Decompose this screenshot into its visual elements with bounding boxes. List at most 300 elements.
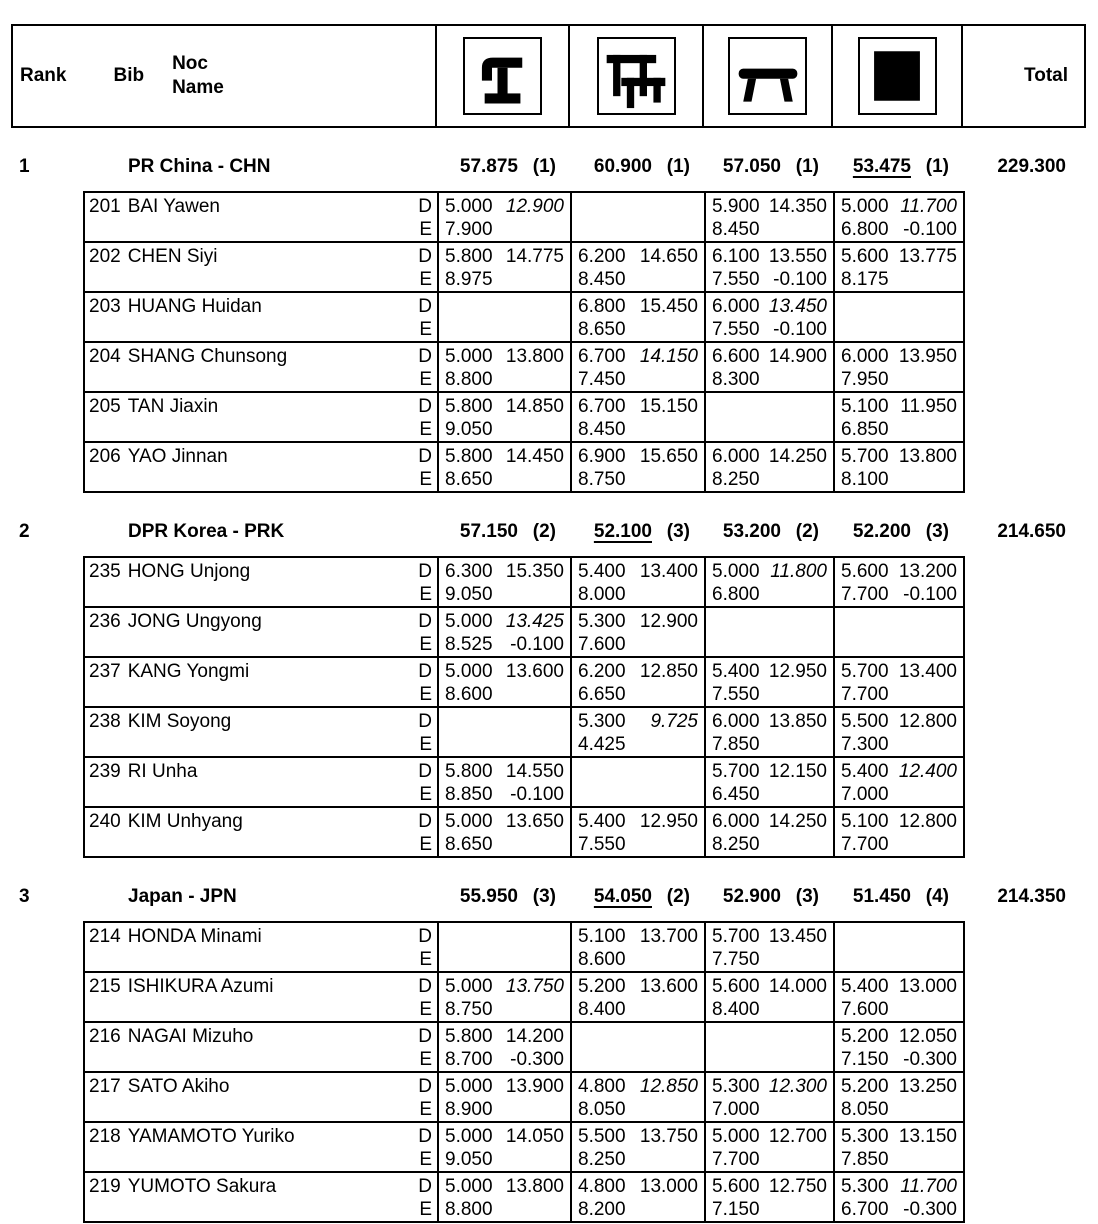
team-floor-total bbox=[833, 520, 963, 543]
athlete-row bbox=[84, 607, 964, 657]
vault-score-cell bbox=[438, 1172, 571, 1222]
d-score: 5.900 bbox=[712, 196, 760, 217]
final-score: 13.650 bbox=[505, 811, 564, 832]
e-score: 7.700 bbox=[841, 684, 889, 705]
vault-score-cell bbox=[438, 607, 571, 657]
final-score: 14.775 bbox=[505, 246, 564, 267]
score-rank: (1) bbox=[795, 156, 819, 177]
score-rank: (2) bbox=[532, 521, 556, 542]
uneven-bars-empty-cell bbox=[571, 192, 705, 242]
final-score: 13.800 bbox=[505, 346, 564, 367]
athlete-row bbox=[84, 1122, 964, 1172]
team-uneven-bars-total bbox=[570, 520, 704, 543]
floor-score-cell bbox=[834, 442, 964, 492]
final-score: 11.800 bbox=[770, 561, 827, 582]
final-score: 13.950 bbox=[898, 346, 957, 367]
e-score: 8.800 bbox=[445, 369, 493, 390]
final-score: 13.000 bbox=[639, 1176, 698, 1197]
final-score: 14.250 bbox=[768, 446, 827, 467]
final-score: 14.350 bbox=[768, 196, 827, 217]
final-score: 12.750 bbox=[768, 1176, 827, 1197]
uneven-bars-empty-cell bbox=[571, 1022, 705, 1072]
e-label: E bbox=[419, 634, 432, 655]
team-section bbox=[11, 520, 1086, 858]
final-score: 13.775 bbox=[898, 246, 957, 267]
e-label: E bbox=[419, 584, 432, 605]
e-label: E bbox=[419, 949, 432, 970]
athlete-cell bbox=[84, 757, 438, 807]
e-score: 8.050 bbox=[578, 1099, 626, 1120]
final-score: 13.700 bbox=[639, 926, 698, 947]
vault-score-cell bbox=[438, 757, 571, 807]
final-score: 13.400 bbox=[898, 661, 957, 682]
team-uneven-bars-total bbox=[570, 155, 704, 178]
uneven-bars-score-cell bbox=[571, 557, 705, 607]
uneven-bars-column-header bbox=[570, 26, 704, 126]
e-label: E bbox=[419, 999, 432, 1020]
team-vault-total bbox=[437, 155, 570, 178]
e-score: 8.750 bbox=[578, 469, 626, 490]
athlete-name: ISHIKURA Azumi bbox=[127, 976, 274, 997]
e-score: 6.700 bbox=[841, 1199, 889, 1220]
e-label: E bbox=[419, 1199, 432, 1220]
d-score: 6.000 bbox=[712, 296, 760, 317]
athlete-bib: 204 bbox=[89, 346, 121, 367]
athlete-row bbox=[84, 807, 964, 857]
e-score: 7.750 bbox=[712, 949, 760, 970]
e-score: 7.000 bbox=[712, 1099, 760, 1120]
penalty: -0.300 bbox=[903, 1199, 957, 1220]
final-score: 11.700 bbox=[900, 196, 957, 217]
balance-beam-icon bbox=[728, 37, 807, 115]
penalty: -0.100 bbox=[773, 269, 827, 290]
d-score: 5.600 bbox=[712, 1176, 760, 1197]
balance-beam-score-cell bbox=[705, 1072, 834, 1122]
final-score: 12.850 bbox=[639, 1076, 698, 1097]
final-score: 15.450 bbox=[639, 296, 698, 317]
athlete-name: YAO Jinnan bbox=[127, 446, 228, 467]
athlete-bib: 202 bbox=[89, 246, 121, 267]
final-score: 13.000 bbox=[898, 976, 957, 997]
d-label: D bbox=[418, 446, 432, 467]
e-score: 6.800 bbox=[841, 219, 889, 240]
athlete-bib: 215 bbox=[89, 976, 121, 997]
team-name: Japan - JPN bbox=[128, 886, 237, 907]
team-rank: 2 bbox=[19, 521, 30, 542]
final-score: 13.450 bbox=[768, 926, 827, 947]
uneven-bars-score-cell bbox=[571, 657, 705, 707]
team-total: 214.650 bbox=[997, 521, 1066, 542]
header-left bbox=[13, 26, 437, 126]
team-header-row bbox=[11, 155, 1086, 178]
vault-empty-cell bbox=[438, 707, 571, 757]
d-label: D bbox=[418, 761, 432, 782]
e-score: 8.650 bbox=[445, 834, 493, 855]
uneven-bars-score-cell bbox=[571, 342, 705, 392]
floor-score-cell bbox=[834, 192, 964, 242]
e-score: 8.600 bbox=[445, 684, 493, 705]
name-label: Name bbox=[172, 77, 224, 98]
d-score: 5.700 bbox=[841, 446, 889, 467]
table-header bbox=[11, 24, 1086, 128]
final-score: 13.400 bbox=[639, 561, 698, 582]
team-header-row bbox=[11, 520, 1086, 543]
d-score: 5.800 bbox=[445, 761, 493, 782]
d-label: D bbox=[418, 296, 432, 317]
final-score: 14.150 bbox=[639, 346, 698, 367]
score-value: 53.475 bbox=[852, 156, 911, 177]
athlete-cell bbox=[84, 972, 438, 1022]
d-score: 5.600 bbox=[841, 561, 889, 582]
score-value: 54.050 bbox=[593, 886, 652, 907]
athlete-cell bbox=[84, 242, 438, 292]
final-score: 13.425 bbox=[505, 611, 564, 632]
d-score: 6.700 bbox=[578, 346, 626, 367]
d-score: 4.800 bbox=[578, 1176, 626, 1197]
e-score: 8.900 bbox=[445, 1099, 493, 1120]
athlete-bib: 236 bbox=[89, 611, 121, 632]
athlete-bib: 240 bbox=[89, 811, 121, 832]
final-score: 13.800 bbox=[898, 446, 957, 467]
d-score: 5.800 bbox=[445, 1026, 493, 1047]
d-score: 5.000 bbox=[445, 346, 493, 367]
e-score: 7.600 bbox=[578, 634, 626, 655]
d-score: 5.300 bbox=[712, 1076, 760, 1097]
balance-beam-score-cell bbox=[705, 657, 834, 707]
d-score: 6.200 bbox=[578, 246, 626, 267]
score-value: 52.200 bbox=[852, 521, 911, 542]
final-score: 14.000 bbox=[768, 976, 827, 997]
e-score: 6.450 bbox=[712, 784, 760, 805]
score-rank: (3) bbox=[666, 521, 690, 542]
e-label: E bbox=[419, 469, 432, 490]
athlete-cell bbox=[84, 657, 438, 707]
balance-beam-score-cell bbox=[705, 707, 834, 757]
d-score: 5.500 bbox=[578, 1126, 626, 1147]
bib-column-header: Bib bbox=[113, 65, 145, 86]
d-score: 5.700 bbox=[712, 761, 760, 782]
final-score: 15.650 bbox=[639, 446, 698, 467]
athlete-name: BAI Yawen bbox=[127, 196, 220, 217]
e-score: 8.975 bbox=[445, 269, 493, 290]
floor-score-cell bbox=[834, 1022, 964, 1072]
final-score: 15.350 bbox=[505, 561, 564, 582]
team-section bbox=[11, 885, 1086, 1223]
athlete-row bbox=[84, 1172, 964, 1222]
e-score: 7.900 bbox=[445, 219, 493, 240]
team-name: DPR Korea - PRK bbox=[128, 521, 285, 542]
balance-beam-score-cell bbox=[705, 972, 834, 1022]
e-score: 8.250 bbox=[712, 469, 760, 490]
score-rank: (3) bbox=[532, 886, 556, 907]
score-rank: (1) bbox=[532, 156, 556, 177]
final-score: 14.200 bbox=[505, 1026, 564, 1047]
vault-score-cell bbox=[438, 342, 571, 392]
athlete-cell bbox=[84, 1122, 438, 1172]
d-score: 5.700 bbox=[841, 661, 889, 682]
uneven-bars-score-cell bbox=[571, 292, 705, 342]
team-floor-total bbox=[833, 155, 963, 178]
athlete-bib: 203 bbox=[89, 296, 121, 317]
final-score: 13.850 bbox=[768, 711, 827, 732]
athlete-cell bbox=[84, 557, 438, 607]
athlete-name: YUMOTO Sakura bbox=[127, 1176, 277, 1197]
d-score: 5.300 bbox=[578, 611, 626, 632]
final-score: 13.800 bbox=[505, 1176, 564, 1197]
d-label: D bbox=[418, 396, 432, 417]
d-label: D bbox=[418, 976, 432, 997]
vault-score-cell bbox=[438, 657, 571, 707]
balance-beam-score-cell bbox=[705, 1122, 834, 1172]
team-vault-total bbox=[437, 520, 570, 543]
final-score: 12.800 bbox=[898, 811, 957, 832]
d-score: 5.200 bbox=[578, 976, 626, 997]
athlete-row bbox=[84, 972, 964, 1022]
d-score: 5.000 bbox=[712, 1126, 760, 1147]
score-rank: (1) bbox=[925, 156, 949, 177]
athlete-bib: 238 bbox=[89, 711, 121, 732]
vault-score-cell bbox=[438, 442, 571, 492]
athlete-row bbox=[84, 657, 964, 707]
balance-beam-empty-cell bbox=[705, 392, 834, 442]
d-score: 5.100 bbox=[841, 396, 889, 417]
team-name: PR China - CHN bbox=[128, 156, 271, 177]
e-score: 8.650 bbox=[578, 319, 626, 340]
team-rank: 3 bbox=[19, 886, 30, 907]
uneven-bars-score-cell bbox=[571, 707, 705, 757]
balance-beam-empty-cell bbox=[705, 1022, 834, 1072]
score-value: 57.050 bbox=[722, 156, 781, 177]
vault-score-cell bbox=[438, 242, 571, 292]
e-score: 8.450 bbox=[578, 269, 626, 290]
e-score: 7.950 bbox=[841, 369, 889, 390]
athlete-cell bbox=[84, 607, 438, 657]
final-score: 15.150 bbox=[639, 396, 698, 417]
final-score: 13.450 bbox=[768, 296, 827, 317]
vault-score-cell bbox=[438, 972, 571, 1022]
athlete-cell bbox=[84, 292, 438, 342]
d-score: 5.400 bbox=[841, 761, 889, 782]
floor-score-cell bbox=[834, 392, 964, 442]
final-score: 9.725 bbox=[650, 711, 698, 732]
uneven-bars-score-cell bbox=[571, 392, 705, 442]
final-score: 14.250 bbox=[768, 811, 827, 832]
floor-score-cell bbox=[834, 1072, 964, 1122]
rank-column-header: Rank bbox=[20, 65, 67, 86]
penalty: -0.300 bbox=[510, 1049, 564, 1070]
athlete-row bbox=[84, 557, 964, 607]
e-score: 7.700 bbox=[841, 584, 889, 605]
e-score: 8.175 bbox=[841, 269, 889, 290]
balance-beam-empty-cell bbox=[705, 607, 834, 657]
balance-beam-score-cell bbox=[705, 192, 834, 242]
team-total: 214.350 bbox=[997, 886, 1066, 907]
d-score: 5.000 bbox=[445, 1176, 493, 1197]
team-total: 229.300 bbox=[997, 156, 1066, 177]
e-score: 7.550 bbox=[712, 269, 760, 290]
score-value: 57.875 bbox=[459, 156, 518, 177]
noc-label: Noc bbox=[172, 53, 208, 74]
e-score: 8.525 bbox=[445, 634, 493, 655]
e-label: E bbox=[419, 1149, 432, 1170]
athlete-bib: 217 bbox=[89, 1076, 121, 1097]
e-label: E bbox=[419, 419, 432, 440]
score-value: 52.900 bbox=[722, 886, 781, 907]
final-score: 14.450 bbox=[505, 446, 564, 467]
d-label: D bbox=[418, 346, 432, 367]
e-label: E bbox=[419, 784, 432, 805]
e-label: E bbox=[419, 319, 432, 340]
e-score: 7.600 bbox=[841, 999, 889, 1020]
final-score: 13.600 bbox=[639, 976, 698, 997]
e-score: 8.100 bbox=[841, 469, 889, 490]
balance-beam-score-cell bbox=[705, 922, 834, 972]
final-score: 13.900 bbox=[505, 1076, 564, 1097]
d-score: 5.000 bbox=[445, 976, 493, 997]
e-score: 7.850 bbox=[841, 1149, 889, 1170]
score-value: 51.450 bbox=[852, 886, 911, 907]
athlete-cell bbox=[84, 807, 438, 857]
e-score: 7.150 bbox=[841, 1049, 889, 1070]
final-score: 13.750 bbox=[639, 1126, 698, 1147]
team-floor-total bbox=[833, 885, 963, 908]
e-label: E bbox=[419, 734, 432, 755]
final-score: 13.600 bbox=[505, 661, 564, 682]
d-score: 5.400 bbox=[841, 976, 889, 997]
final-score: 12.850 bbox=[639, 661, 698, 682]
e-score: 7.700 bbox=[712, 1149, 760, 1170]
vault-score-cell bbox=[438, 1122, 571, 1172]
e-score: 9.050 bbox=[445, 584, 493, 605]
e-score: 9.050 bbox=[445, 1149, 493, 1170]
final-score: 13.750 bbox=[505, 976, 564, 997]
e-score: 9.050 bbox=[445, 419, 493, 440]
d-score: 5.000 bbox=[445, 1076, 493, 1097]
balance-beam-score-cell bbox=[705, 292, 834, 342]
athlete-bib: 237 bbox=[89, 661, 121, 682]
d-score: 6.800 bbox=[578, 296, 626, 317]
final-score: 11.950 bbox=[900, 396, 957, 417]
d-score: 6.700 bbox=[578, 396, 626, 417]
athlete-cell bbox=[84, 392, 438, 442]
athlete-row bbox=[84, 1022, 964, 1072]
athletes-table bbox=[83, 921, 965, 1223]
e-score: 6.650 bbox=[578, 684, 626, 705]
penalty: -0.300 bbox=[903, 1049, 957, 1070]
e-score: 7.300 bbox=[841, 734, 889, 755]
athlete-row bbox=[84, 442, 964, 492]
athlete-name: JONG Ungyong bbox=[127, 611, 262, 632]
floor-score-cell bbox=[834, 707, 964, 757]
final-score: 14.550 bbox=[505, 761, 564, 782]
athlete-bib: 205 bbox=[89, 396, 121, 417]
e-label: E bbox=[419, 1049, 432, 1070]
d-label: D bbox=[418, 1076, 432, 1097]
d-score: 4.800 bbox=[578, 1076, 626, 1097]
athlete-cell bbox=[84, 707, 438, 757]
e-score: 8.600 bbox=[578, 949, 626, 970]
penalty: -0.100 bbox=[773, 319, 827, 340]
floor-score-cell bbox=[834, 342, 964, 392]
athletes-table bbox=[83, 556, 965, 858]
athlete-row bbox=[84, 192, 964, 242]
d-label: D bbox=[418, 246, 432, 267]
d-label: D bbox=[418, 1126, 432, 1147]
athlete-cell bbox=[84, 922, 438, 972]
score-value: 53.200 bbox=[722, 521, 781, 542]
final-score: 14.650 bbox=[639, 246, 698, 267]
athlete-bib: 214 bbox=[89, 926, 121, 947]
balance-beam-column-header bbox=[704, 26, 833, 126]
balance-beam-score-cell bbox=[705, 342, 834, 392]
athlete-bib: 239 bbox=[89, 761, 121, 782]
e-score: 7.000 bbox=[841, 784, 889, 805]
uneven-bars-score-cell bbox=[571, 972, 705, 1022]
final-score: 14.900 bbox=[768, 346, 827, 367]
e-score: 7.550 bbox=[578, 834, 626, 855]
score-value: 55.950 bbox=[459, 886, 518, 907]
d-score: 5.600 bbox=[712, 976, 760, 997]
d-score: 5.100 bbox=[841, 811, 889, 832]
final-score: 12.700 bbox=[768, 1126, 827, 1147]
d-score: 5.000 bbox=[712, 561, 760, 582]
athlete-row bbox=[84, 392, 964, 442]
e-score: 8.800 bbox=[445, 1199, 493, 1220]
e-score: 6.850 bbox=[841, 419, 889, 440]
score-rank: (2) bbox=[666, 886, 690, 907]
floor-empty-cell bbox=[834, 607, 964, 657]
score-value: 57.150 bbox=[459, 521, 518, 542]
athlete-bib: 219 bbox=[89, 1176, 121, 1197]
athlete-name: KANG Yongmi bbox=[127, 661, 250, 682]
balance-beam-score-cell bbox=[705, 757, 834, 807]
d-score: 5.200 bbox=[841, 1026, 889, 1047]
athlete-row bbox=[84, 757, 964, 807]
d-score: 6.100 bbox=[712, 246, 760, 267]
d-score: 5.300 bbox=[841, 1176, 889, 1197]
vault-score-cell bbox=[438, 1022, 571, 1072]
vault-column-header bbox=[437, 26, 570, 126]
teams-container bbox=[11, 128, 1086, 1223]
athlete-row bbox=[84, 242, 964, 292]
final-score: 13.200 bbox=[898, 561, 957, 582]
floor-score-cell bbox=[834, 807, 964, 857]
floor-score-cell bbox=[834, 757, 964, 807]
d-score: 6.200 bbox=[578, 661, 626, 682]
athlete-name: KIM Soyong bbox=[127, 711, 232, 732]
vault-icon bbox=[463, 37, 542, 115]
athlete-bib: 218 bbox=[89, 1126, 121, 1147]
score-rank: (3) bbox=[795, 886, 819, 907]
athlete-cell bbox=[84, 192, 438, 242]
d-score: 6.000 bbox=[841, 346, 889, 367]
team-balance-beam-total bbox=[704, 155, 833, 178]
e-score: 4.425 bbox=[578, 734, 626, 755]
athlete-cell bbox=[84, 1172, 438, 1222]
athlete-bib: 206 bbox=[89, 446, 121, 467]
athlete-row bbox=[84, 707, 964, 757]
vault-score-cell bbox=[438, 192, 571, 242]
final-score: 12.400 bbox=[898, 761, 957, 782]
score-value: 52.100 bbox=[593, 521, 652, 542]
athlete-cell bbox=[84, 342, 438, 392]
e-score: 8.750 bbox=[445, 999, 493, 1020]
athlete-cell bbox=[84, 1072, 438, 1122]
vault-score-cell bbox=[438, 1072, 571, 1122]
uneven-bars-score-cell bbox=[571, 922, 705, 972]
d-score: 5.200 bbox=[841, 1076, 889, 1097]
d-score: 6.600 bbox=[712, 346, 760, 367]
